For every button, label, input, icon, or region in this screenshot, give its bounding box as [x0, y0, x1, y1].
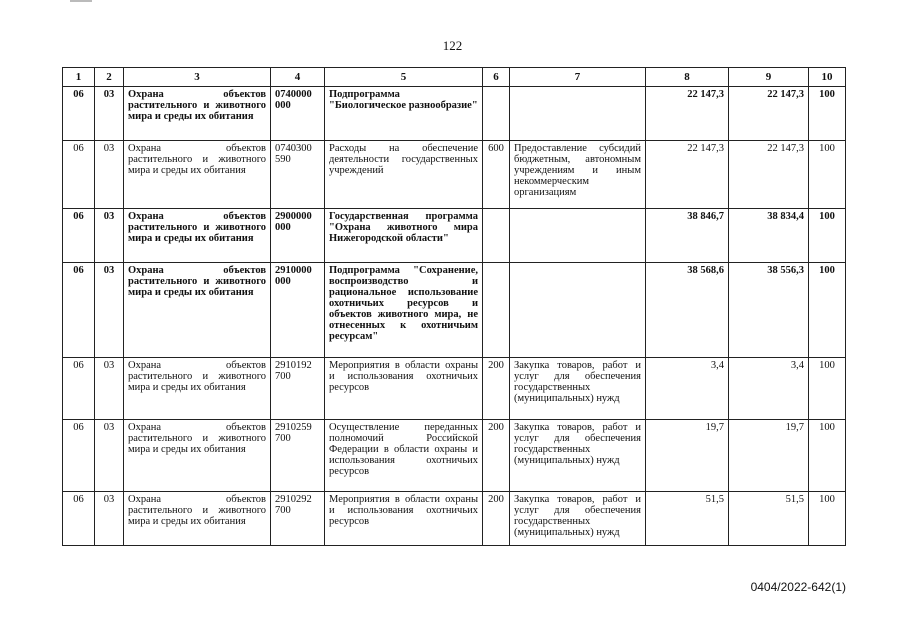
cell-target-name: Государственная программа "Охрана животного мира Нижегородской области"	[325, 209, 483, 263]
column-header: 6	[483, 68, 510, 87]
cell-actual-amount: 22 147,3	[729, 141, 809, 209]
document-code: 0404/2022-642(1)	[750, 580, 846, 594]
cell-planned-amount: 19,7	[646, 420, 729, 492]
cell-percent: 100	[809, 263, 846, 358]
header-row	[63, 68, 846, 87]
cell-actual-amount: 22 147,3	[729, 87, 809, 141]
budget-table	[62, 67, 846, 546]
cell-expense-name: Закупка товаров, работ и услуг для обеспечения государственных (муниципальных) нужд	[510, 492, 646, 546]
column-header: 1	[63, 68, 95, 87]
cell-actual-amount: 51,5	[729, 492, 809, 546]
cell-percent: 100	[809, 492, 846, 546]
cell-target-name: Мероприятия в области охраны и использования охотничьих ресурсов	[325, 492, 483, 546]
cell-planned-amount: 22 147,3	[646, 141, 729, 209]
cell-percent: 100	[809, 358, 846, 420]
cell-subsection: 03	[95, 358, 124, 420]
cell-target-code: 0740000 000	[271, 87, 325, 141]
cell-expense-name	[510, 209, 646, 263]
cell-expense-name	[510, 263, 646, 358]
cell-subsection: 03	[95, 492, 124, 546]
cell-target-name: Подпрограмма "Сохранение, воспроизводство и рациональное использование охотничьих ресурсов и объектов животного мира, не отнесенных к охотничьим ресурсам"	[325, 263, 483, 358]
column-header: 2	[95, 68, 124, 87]
cell-planned-amount: 38 568,6	[646, 263, 729, 358]
cell-target-code: 2910192 700	[271, 358, 325, 420]
cell-target-name: Осуществление переданных полномочий Российской Федерации в области охраны и использования охотничьих ресурсов	[325, 420, 483, 492]
cell-section: 06	[63, 420, 95, 492]
table-row	[63, 141, 846, 209]
cell-section-name: Охрана объектов растительного и животного мира и среды их обитания	[124, 358, 271, 420]
table-row	[63, 358, 846, 420]
table-row	[63, 420, 846, 492]
cell-section-name: Охрана объектов растительного и животного мира и среды их обитания	[124, 209, 271, 263]
cell-actual-amount: 3,4	[729, 358, 809, 420]
cell-target-code: 0740300 590	[271, 141, 325, 209]
cell-expense-type	[483, 209, 510, 263]
cell-expense-name: Предоставление субсидий бюджетным, автономным учреждениям и иным некоммерческим организациям	[510, 141, 646, 209]
column-header: 3	[124, 68, 271, 87]
cell-expense-type: 600	[483, 141, 510, 209]
column-header: 5	[325, 68, 483, 87]
cell-expense-name: Закупка товаров, работ и услуг для обеспечения государственных (муниципальных) нужд	[510, 358, 646, 420]
cell-section-name: Охрана объектов растительного и животного мира и среды их обитания	[124, 87, 271, 141]
cell-percent: 100	[809, 420, 846, 492]
cell-target-code: 2910000 000	[271, 263, 325, 358]
cell-expense-name	[510, 87, 646, 141]
table-row	[63, 263, 846, 358]
cell-target-name: Мероприятия в области охраны и использования охотничьих ресурсов	[325, 358, 483, 420]
cell-section: 06	[63, 492, 95, 546]
cell-planned-amount: 3,4	[646, 358, 729, 420]
scan-mark	[70, 0, 92, 2]
cell-subsection: 03	[95, 87, 124, 141]
cell-section-name: Охрана объектов растительного и животного мира и среды их обитания	[124, 141, 271, 209]
cell-expense-type	[483, 87, 510, 141]
page-number: 122	[442, 38, 463, 53]
table-row	[63, 209, 846, 263]
cell-percent: 100	[809, 87, 846, 141]
cell-planned-amount: 51,5	[646, 492, 729, 546]
cell-subsection: 03	[95, 141, 124, 209]
table-body	[63, 87, 846, 546]
cell-actual-amount: 38 834,4	[729, 209, 809, 263]
cell-section: 06	[63, 358, 95, 420]
column-header: 9	[729, 68, 809, 87]
cell-actual-amount: 19,7	[729, 420, 809, 492]
cell-expense-type: 200	[483, 492, 510, 546]
cell-target-code: 2900000 000	[271, 209, 325, 263]
cell-target-name: Подпрограмма "Биологическое разнообразие"	[325, 87, 483, 141]
cell-target-code: 2910292 700	[271, 492, 325, 546]
cell-percent: 100	[809, 141, 846, 209]
cell-section-name: Охрана объектов растительного и животного мира и среды их обитания	[124, 420, 271, 492]
cell-expense-type: 200	[483, 420, 510, 492]
cell-section: 06	[63, 87, 95, 141]
cell-actual-amount: 38 556,3	[729, 263, 809, 358]
cell-section-name: Охрана объектов растительного и животного мира и среды их обитания	[124, 263, 271, 358]
cell-subsection: 03	[95, 209, 124, 263]
table-row	[63, 87, 846, 141]
cell-subsection: 03	[95, 263, 124, 358]
cell-section-name: Охрана объектов растительного и животного мира и среды их обитания	[124, 492, 271, 546]
column-header: 7	[510, 68, 646, 87]
cell-planned-amount: 22 147,3	[646, 87, 729, 141]
column-header: 4	[271, 68, 325, 87]
column-header: 8	[646, 68, 729, 87]
cell-percent: 100	[809, 209, 846, 263]
cell-target-name: Расходы на обеспечение деятельности государственных учреждений	[325, 141, 483, 209]
column-header: 10	[809, 68, 846, 87]
cell-section: 06	[63, 263, 95, 358]
cell-planned-amount: 38 846,7	[646, 209, 729, 263]
cell-subsection: 03	[95, 420, 124, 492]
cell-expense-type: 200	[483, 358, 510, 420]
cell-expense-name: Закупка товаров, работ и услуг для обеспечения государственных (муниципальных) нужд	[510, 420, 646, 492]
table-row	[63, 492, 846, 546]
cell-section: 06	[63, 209, 95, 263]
cell-section: 06	[63, 141, 95, 209]
cell-target-code: 2910259 700	[271, 420, 325, 492]
cell-expense-type	[483, 263, 510, 358]
